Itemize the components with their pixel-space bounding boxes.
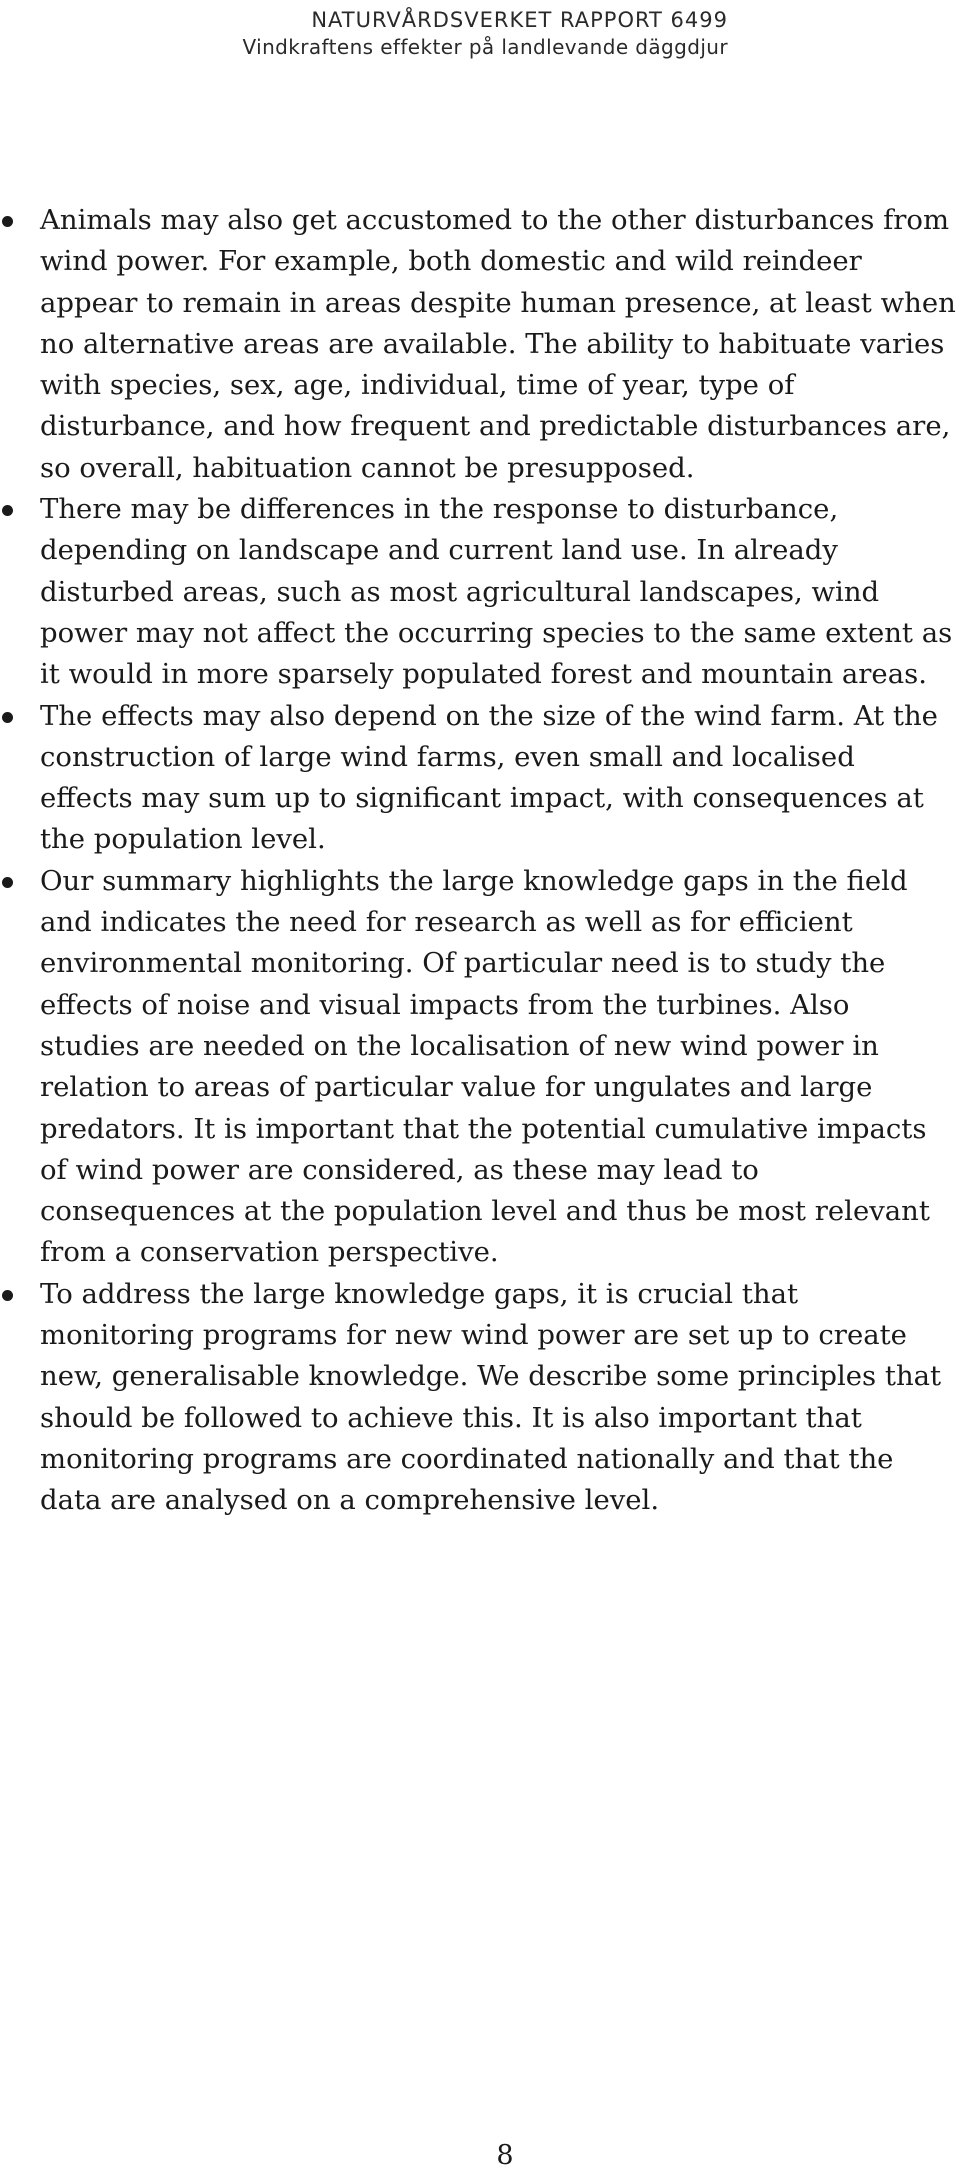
report-title: NATURVÅRDSVERKET RAPPORT 6499 (311, 8, 728, 32)
bullet-text: To address the large knowledge gaps, it is crucial that monitoring programs for new wind power are set up to create new, generalisable knowledge. We describe some principles that should be followed to achieve this. It is also important that monitoring programs are coordinated nationally and that the data are analysed on a comprehensive level. (40, 1277, 942, 1517)
page-number: 8 (496, 2140, 514, 2171)
report-subtitle: Vindkraftens effekter på landlevande däggdjur (242, 35, 728, 59)
page-header (243, 6, 729, 60)
bullet-icon (2, 1290, 13, 1301)
bullet-text: Animals may also get accustomed to the other disturbances from wind power. For example, both domestic and wild reindeer appear to remain in areas despite human presence, at least when no alternative areas are available. The ability to habituate varies with species, sex, age, individual, time of year, type of disturbance, and how frequent and predictable disturbances are, so overall, habituation cannot be presupposed. (40, 204, 956, 484)
bullet-icon (2, 216, 13, 227)
bullet-text: The effects may also depend on the size of the wind farm. At the construction of large wind farms, even small and localised effects may sum up to significant impact, with consequences at the population level. (40, 699, 938, 856)
bullet-list (0, 200, 960, 1522)
list-item (0, 489, 960, 695)
bullet-text: There may be differences in the response to disturbance, depending on landscape and current land use. In already disturbed areas, such as most agricultural landscapes, wind power may not affect the occurring species to the same extent as it would in more sparsely populated forest and mountain areas. (40, 493, 953, 691)
list-item (0, 200, 960, 489)
bullet-icon (2, 505, 13, 516)
list-item (0, 1274, 960, 1522)
bullet-text: Our summary highlights the large knowledge gaps in the field and indicates the need for research as well as for efficient environmental monitoring. Of particular need is to study the effects of noise and visual impacts from the turbines. Also studies are needed on the localisation of new wind power in relation to areas of particular value for ungulates and large predators. It is important that the potential cumulative impacts of wind power are considered, as these may lead to consequences at the population level and thus be most relevant from a conservation perspective. (40, 864, 930, 1269)
list-item (0, 861, 960, 1274)
bullet-icon (2, 877, 13, 888)
bullet-icon (2, 712, 13, 723)
list-item (0, 696, 960, 861)
